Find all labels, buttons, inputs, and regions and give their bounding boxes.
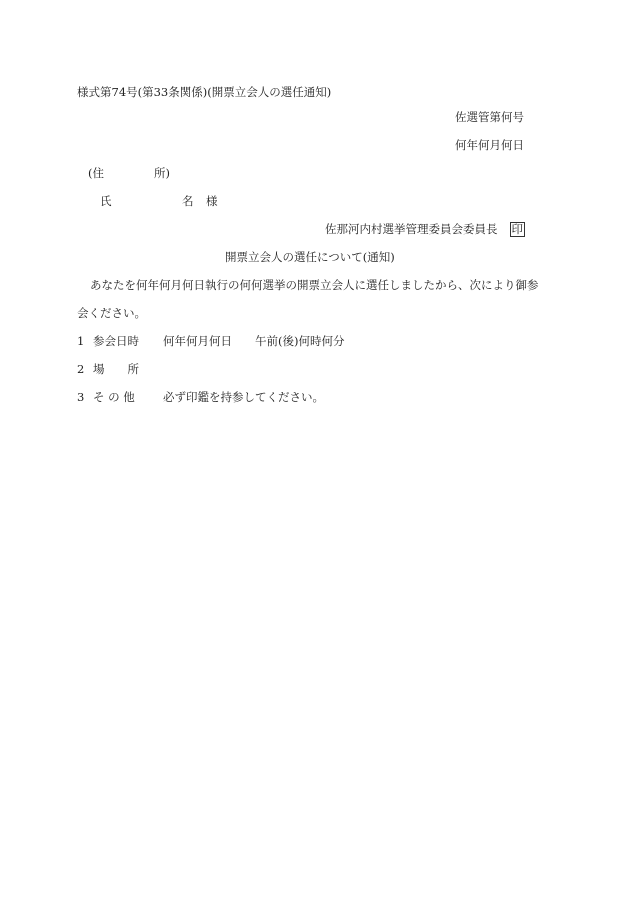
- seal-mark: 印: [511, 222, 523, 236]
- document-number: 佐選管第何号: [455, 110, 524, 124]
- item-label: 場 所: [93, 362, 139, 376]
- sender-title: 佐那河内村選挙管理委員会委員長: [325, 222, 498, 236]
- item-number: 3: [77, 390, 85, 404]
- document-date: 何年何月何日: [455, 138, 524, 152]
- item-number: 1: [77, 334, 85, 348]
- form-title: 様式第74号(第33条関係)(開票立会人の選任通知): [77, 85, 332, 99]
- address-open: (住: [88, 166, 104, 180]
- item-label: 参会日時: [93, 334, 139, 348]
- body-line-2: 会ください。: [77, 306, 146, 320]
- subject: 開票立会人の選任について(通知): [225, 250, 395, 264]
- body-line-1: あなたを何年何月何日執行の何何選挙の開票立会人に選任しましたから、次により御参: [90, 278, 539, 292]
- item-value: 何年何月何日 午前(後)何時何分: [163, 334, 345, 348]
- address-close: 所): [154, 166, 170, 180]
- honorific: 様: [206, 194, 218, 208]
- recipient-name: [100, 194, 218, 208]
- item-1: [77, 334, 344, 348]
- item-3: [77, 390, 324, 404]
- item-label: そ の 他: [93, 390, 135, 404]
- item-2: [77, 362, 163, 376]
- name-first-char: 氏: [100, 194, 112, 208]
- item-value: 必ず印鑑を持参してください。: [163, 390, 324, 404]
- item-number: 2: [77, 362, 85, 376]
- name-second-char: 名: [182, 194, 194, 208]
- sender-line: [325, 222, 525, 237]
- recipient-address: [88, 166, 170, 180]
